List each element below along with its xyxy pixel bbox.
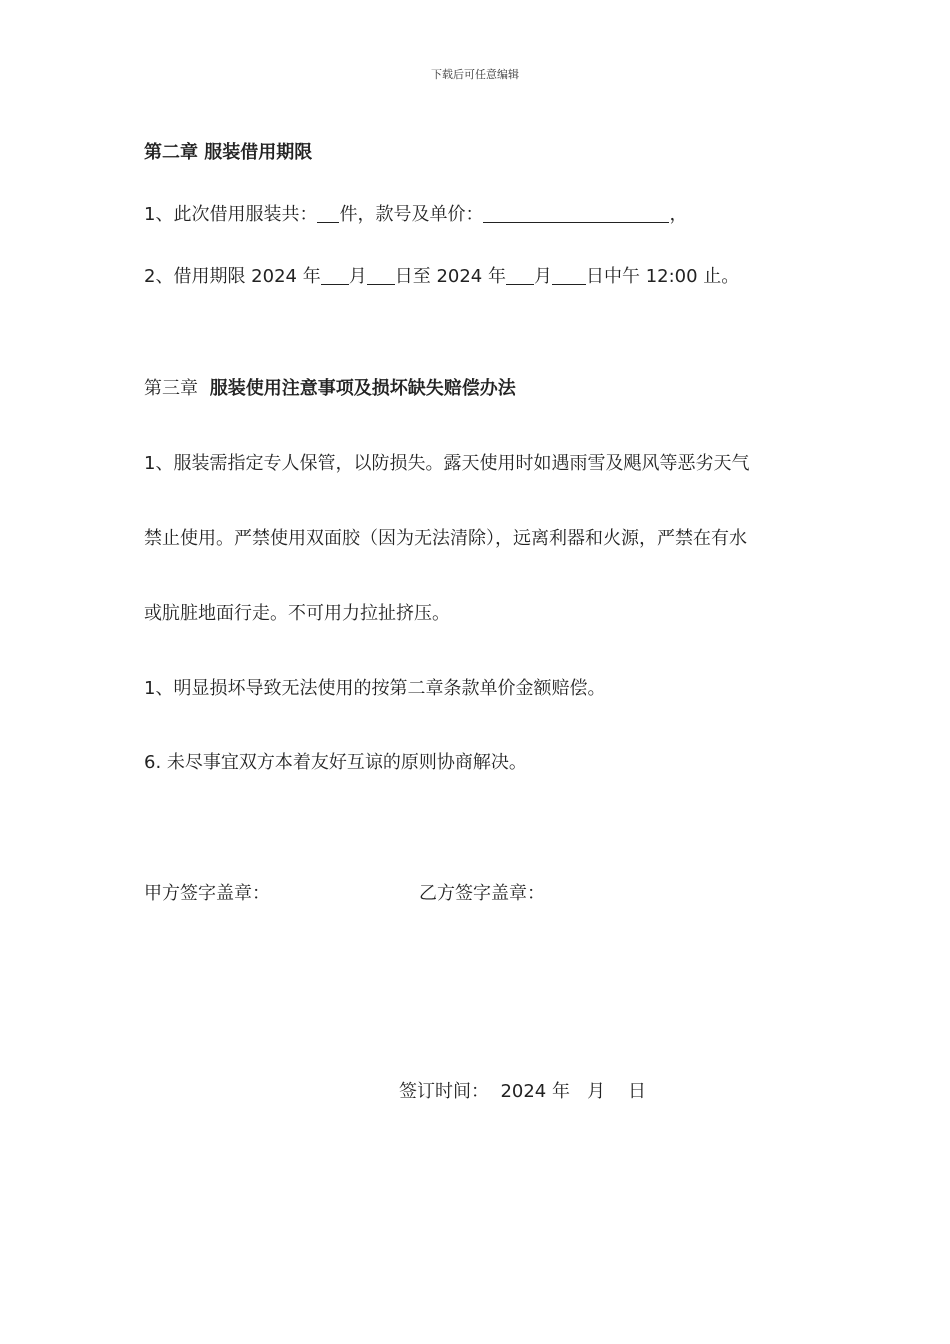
chapter3-heading [144,374,516,400]
chapter3-item1-line3: 或肮脏地面行走。不可用力拉扯挤压。 [144,603,450,624]
chapter2-item2-m2: 月 [533,266,552,287]
chapter3-item1-line1: 1、服装需指定专人保管，以防损失。露天使用时如遇雨雪及飓风等恶劣天气 [144,453,750,474]
quantity-blank [317,204,339,223]
chapter2-item2 [144,262,739,288]
day-blank-1 [367,266,395,285]
chapter3-label: 第三章 [144,378,198,399]
chapter2-item1-suffix: ， [669,204,688,225]
month-blank-1 [321,266,349,285]
chapter2-item1 [144,200,687,226]
party-b-signature-label: 乙方签字盖章： [419,883,545,904]
day-blank-2 [552,266,586,285]
chapter3-item1-line2: 禁止使用。严禁使用双面胶（因为无法清除），远离利器和火源，严禁在有水 [144,528,747,549]
chapter2-item2-prefix: 2、借用期限 2024 年 [144,266,321,287]
chapter2-item2-tail: 日中午 12:00 止。 [585,266,740,287]
chapter3-item2: 1、明显损坏导致无法使用的按第二章条款单价金额赔偿。 [144,678,606,699]
chapter2-title: 第二章 服装借用期限 [144,142,313,163]
chapter2-item1-prefix: 1、此次借用服装共： [144,204,318,225]
party-a-signature-label: 甲方签字盖章： [144,883,270,904]
month-blank-2 [506,266,534,285]
chapter2-item2-d1: 日至 2024 年 [394,266,506,287]
chapter3-item6: 6. 未尽事宜双方本着友好互谅的原则协商解决。 [144,752,527,773]
chapter2-item2-m1: 月 [348,266,367,287]
signing-date: 签订时间： 2024 年 月 日 [399,1081,647,1102]
chapter3-title: 服装使用注意事项及损坏缺失赔偿办法 [209,378,516,399]
chapter2-item1-mid: 件，款号及单价： [339,204,484,225]
style-price-blank [483,204,669,223]
header-note: 下载后可任意编辑 [431,68,519,81]
